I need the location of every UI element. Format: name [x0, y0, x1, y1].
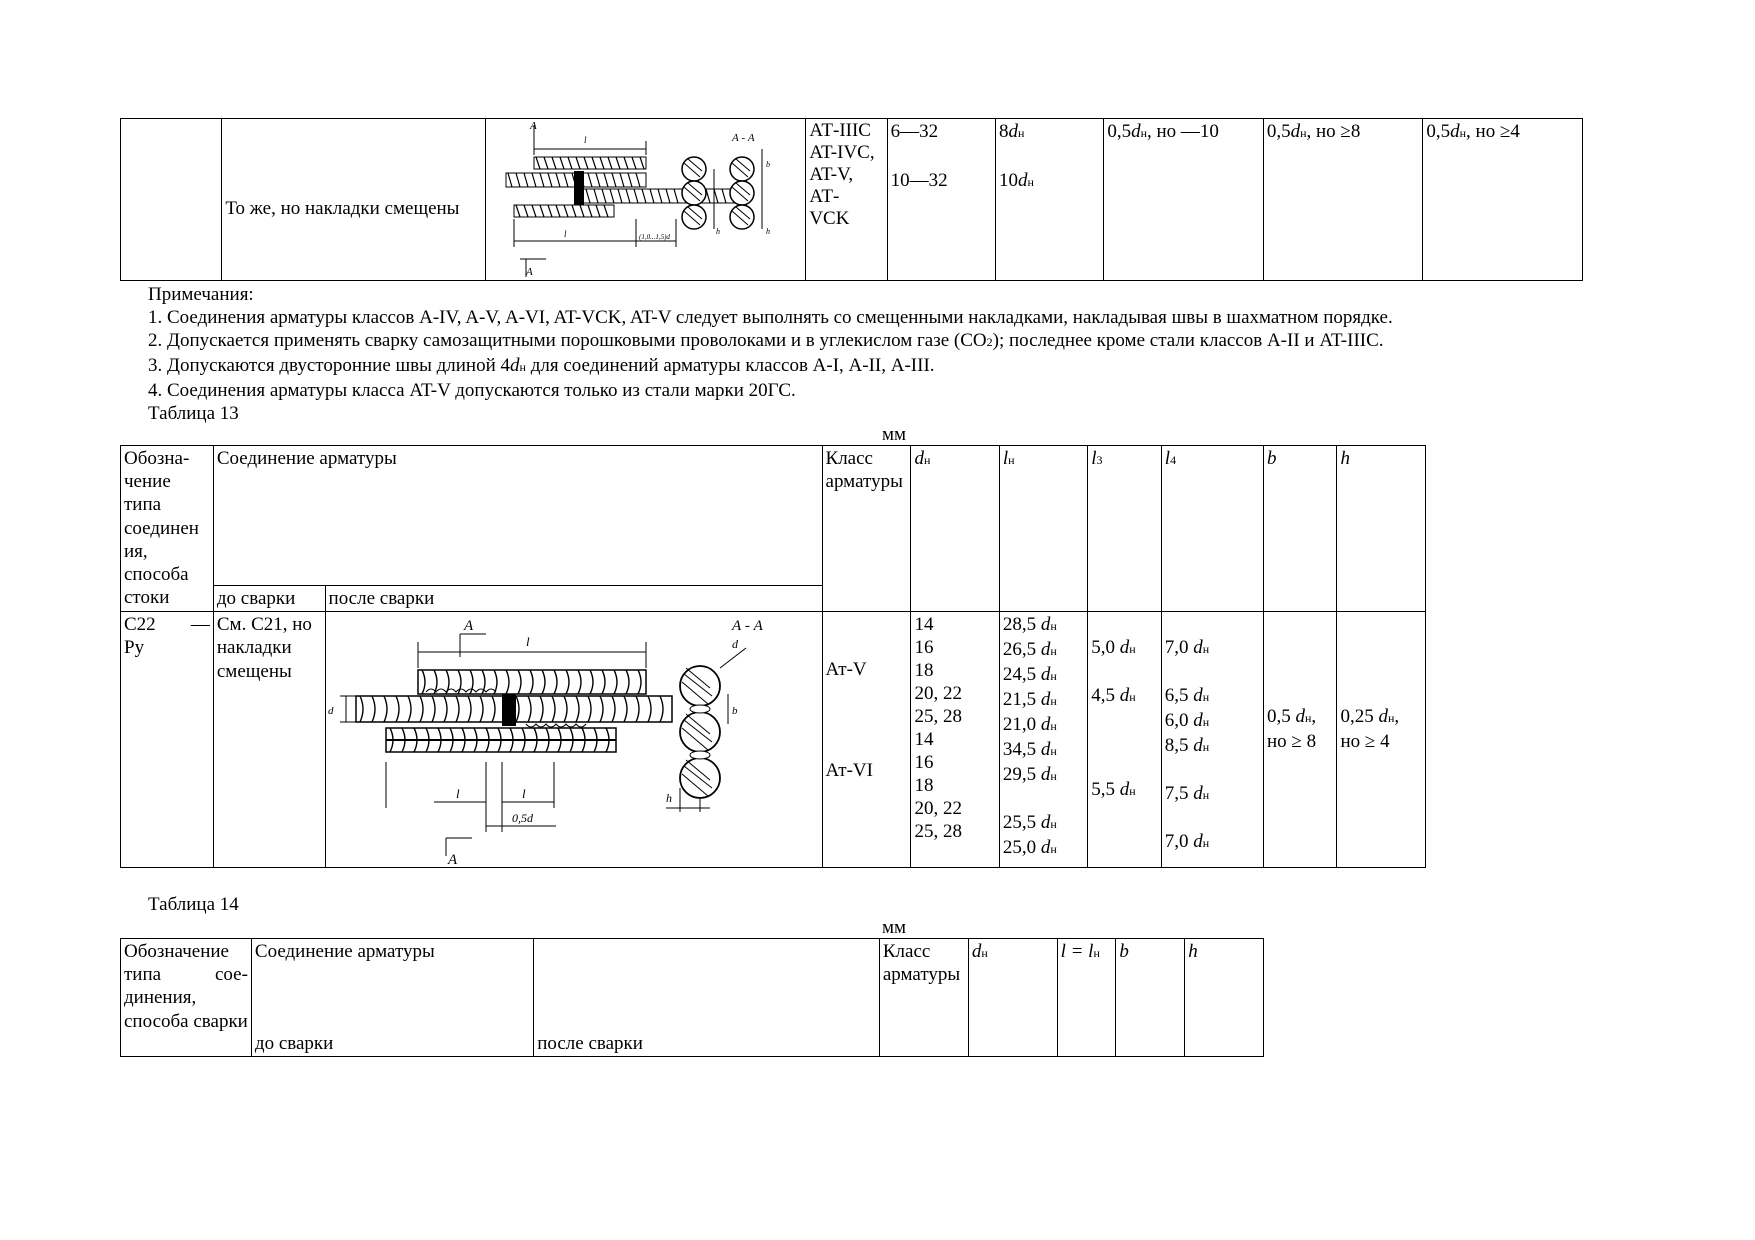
t13-h-d: dн [911, 446, 999, 612]
note-1: 1. Соединения арматуры классов А-IV, A-V, A-VI, AT-VCK, AT-V следует выполнять со смещенными накладками, накладывая швы в шахматном порядке. [148, 307, 1393, 328]
t13-r-designation: С22 — Ру [121, 612, 214, 868]
table14 [120, 938, 1264, 1057]
svg-text:h: h [716, 227, 721, 236]
svg-text:h: h [665, 791, 672, 806]
t12-designation-cell [121, 119, 222, 281]
t13-h-before: до сварки [213, 586, 325, 612]
t12-col-c-cell: 0,5dн, но ≥4 [1423, 119, 1583, 281]
svg-text:b: b [731, 705, 738, 718]
t13-r-d: 14 16 18 20, 22 25, 28 14 16 18 20, 22 25, 28 [911, 612, 999, 868]
t13-h-after: после сварки [325, 586, 822, 612]
t13-r-figure-cell [325, 612, 822, 868]
svg-text:l: l [521, 786, 526, 802]
t13-r-before: См. С21, но накладки смещены [213, 612, 325, 868]
svg-text:А - А: А - А [731, 618, 763, 635]
t13-r-l: 28,5 dн 26,5 dн 24,5 dн 21,5 dн 21,0 dн 34,5 dн 29,5 dн 25,5 dн 25,0 dн [999, 612, 1087, 868]
table14-unit: мм [882, 917, 907, 938]
t13-r-class: Ат-V Ат-VI [822, 612, 911, 868]
svg-text:d: d [731, 637, 738, 652]
table13-unit: мм [882, 424, 907, 445]
svg-text:l: l [564, 229, 567, 239]
t14-h-h: h [1185, 939, 1264, 1057]
t12-description: То же, но накладки смещены [225, 198, 460, 220]
t13-h-b: b [1263, 446, 1337, 612]
svg-text:(1,0...1,5)d: (1,0...1,5)d [639, 233, 671, 241]
t12-joint-drawing [486, 119, 804, 279]
svg-text:А: А [463, 618, 473, 635]
t13-r-h: 0,25 dн, но ≥ 4 [1337, 612, 1426, 868]
svg-text:b: b [766, 160, 771, 169]
t13-joint-drawing [326, 612, 822, 866]
t13-r-l4: 7,0 dн 6,5 dн 6,0 dн 8,5 dн 7,5 dн 7,0 dн [1161, 612, 1263, 868]
svg-text:h: h [766, 227, 771, 236]
t14-h-before: Соединение арматуры до сварки [251, 939, 533, 1057]
t12-col-a-cell: 0,5dн, но —10 [1104, 119, 1264, 281]
t14-h-d: dн [968, 939, 1057, 1057]
table13 [120, 445, 1426, 868]
t13-h-class: Класс арматуры [822, 446, 911, 612]
notes-heading: Примечания: [148, 284, 254, 305]
t13-h-l4: l4 [1161, 446, 1263, 612]
table12-fragment [120, 118, 1583, 281]
t14-h-after: после сварки [534, 939, 880, 1057]
t13-h-designation: Обозна-чение типа соединен ия, способа стоки [121, 446, 214, 612]
t12-d-cell: 6—32 10—32 [887, 119, 995, 281]
t14-h-b: b [1116, 939, 1185, 1057]
svg-text:А: А [526, 266, 533, 278]
t14-h-designation: Обозначение типа сое-динения, способа сварки [121, 939, 252, 1057]
t12-description-cell [222, 119, 486, 281]
t13-r-l3: 5,0 dн 4,5 dн 5,5 dн [1088, 612, 1162, 868]
t12-figure-cell [486, 119, 806, 281]
note-3: 3. Допускаются двусторонние швы длиной 4dн для соединений арматуры классов А-I, А-II, А-III. [148, 355, 935, 376]
table13-caption: Таблица 13 [148, 403, 239, 424]
t13-h-h: h [1337, 446, 1426, 612]
t14-h-l: l = lн [1057, 939, 1116, 1057]
svg-text:l: l [525, 634, 530, 650]
svg-text:l: l [455, 786, 460, 802]
t12-col-b-cell: 0,5dн, но ≥8 [1263, 119, 1423, 281]
t13-h-l: lн [999, 446, 1087, 612]
t12-class-cell: АТ-IIIС AT-IVC, AT-V, АТ- VCK [806, 119, 887, 281]
notes-block [148, 283, 1393, 425]
t14-h-class: Класс арматуры [879, 939, 968, 1057]
t13-h-connection: Соединение арматуры [213, 446, 822, 586]
svg-text:А - А: А - А [732, 132, 755, 144]
t12-l-cell: 8dн 10dн [995, 119, 1103, 281]
note-4: 4. Соединения арматуры класса AT-V допускаются только из стали марки 20ГС. [148, 380, 796, 401]
svg-text:l: l [584, 135, 587, 145]
table14-caption: Таблица 14 [148, 894, 239, 915]
t13-h-l3: l3 [1088, 446, 1162, 612]
t13-r-b: 0,5 dн, но ≥ 8 [1263, 612, 1337, 868]
svg-text:d: d [327, 705, 334, 718]
svg-text:0,5d: 0,5d [511, 811, 533, 826]
note-2: 2. Допускается применять сварку самозащитными порошковыми проволоками и в углекислом газе (CO2); последнее кроме стали классов А-II и AT-IIIC. [148, 330, 1384, 351]
svg-text:А: А [447, 852, 457, 867]
svg-text:А: А [530, 120, 537, 132]
